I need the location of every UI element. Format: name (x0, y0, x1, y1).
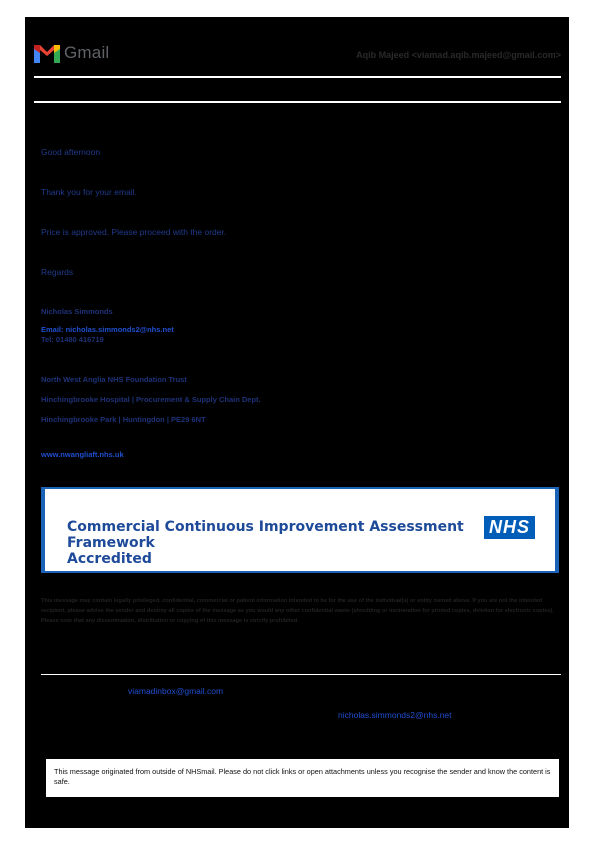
subject-divider (34, 101, 561, 103)
confidentiality-disclaimer: This message may contain legally privileged, confidential, commercial or patient information intended to be for the use of the individual(s) or entity named above. If you are not the intended recipient, please advise the sender and destroy all copies of the message as you would any other confidential waste (shredding or incineration for printed copies, deletion for electronic copies). Please note that any dissemination, distribution or copying of this message is strictly prohibited. (41, 598, 554, 624)
signature-org: North West Anglia NHS Foundation Trust (41, 375, 187, 384)
gmail-m-icon (34, 43, 60, 63)
accreditation-banner (41, 487, 559, 573)
nhs-logo: NHS (484, 516, 535, 539)
external-sender-notice: This message originated from outside of NHSmail. Please do not click links or open attachments unless you recognise the sender and know the content is safe. (46, 759, 559, 797)
greeting-text: Good afternoon (41, 147, 101, 157)
signature-address: Hinchingbrooke Park | Huntingdon | PE29 6NT (41, 415, 206, 424)
gmail-logo (34, 43, 109, 63)
gmail-wordmark: Gmail (64, 43, 110, 62)
signature-name: Nicholas Simmonds (41, 307, 113, 316)
signature-website-link[interactable]: www.nwangliaft.nhs.uk (41, 450, 124, 459)
thanks-text: Thank you for your email. (41, 187, 137, 197)
closing-text: Regards (41, 267, 74, 277)
header-divider (34, 76, 561, 78)
banner-line-2: Accredited (67, 551, 152, 567)
email-print-page (25, 17, 569, 828)
signature-email[interactable]: Email: nicholas.simmonds2@nhs.net (41, 325, 174, 334)
sender-address: Aqib Majeed <viamad.aqib.majeed@gmail.com> (356, 50, 561, 60)
from-email-link[interactable]: viamadinbox@gmail.com (128, 686, 224, 696)
body-text: Price is approved. Please proceed with the order. (41, 227, 227, 237)
banner-line-1: Commercial Continuous Improvement Assessment Framework (67, 519, 464, 551)
signature-dept: Hinchingbrooke Hospital | Procurement & Supply Chain Dept. (41, 395, 261, 404)
to-email-link[interactable]: nicholas.simmonds2@nhs.net (338, 710, 452, 720)
signature-phone: Tel: 01480 416719 (41, 335, 104, 344)
quoted-divider (41, 674, 561, 675)
banner-title (67, 519, 555, 567)
